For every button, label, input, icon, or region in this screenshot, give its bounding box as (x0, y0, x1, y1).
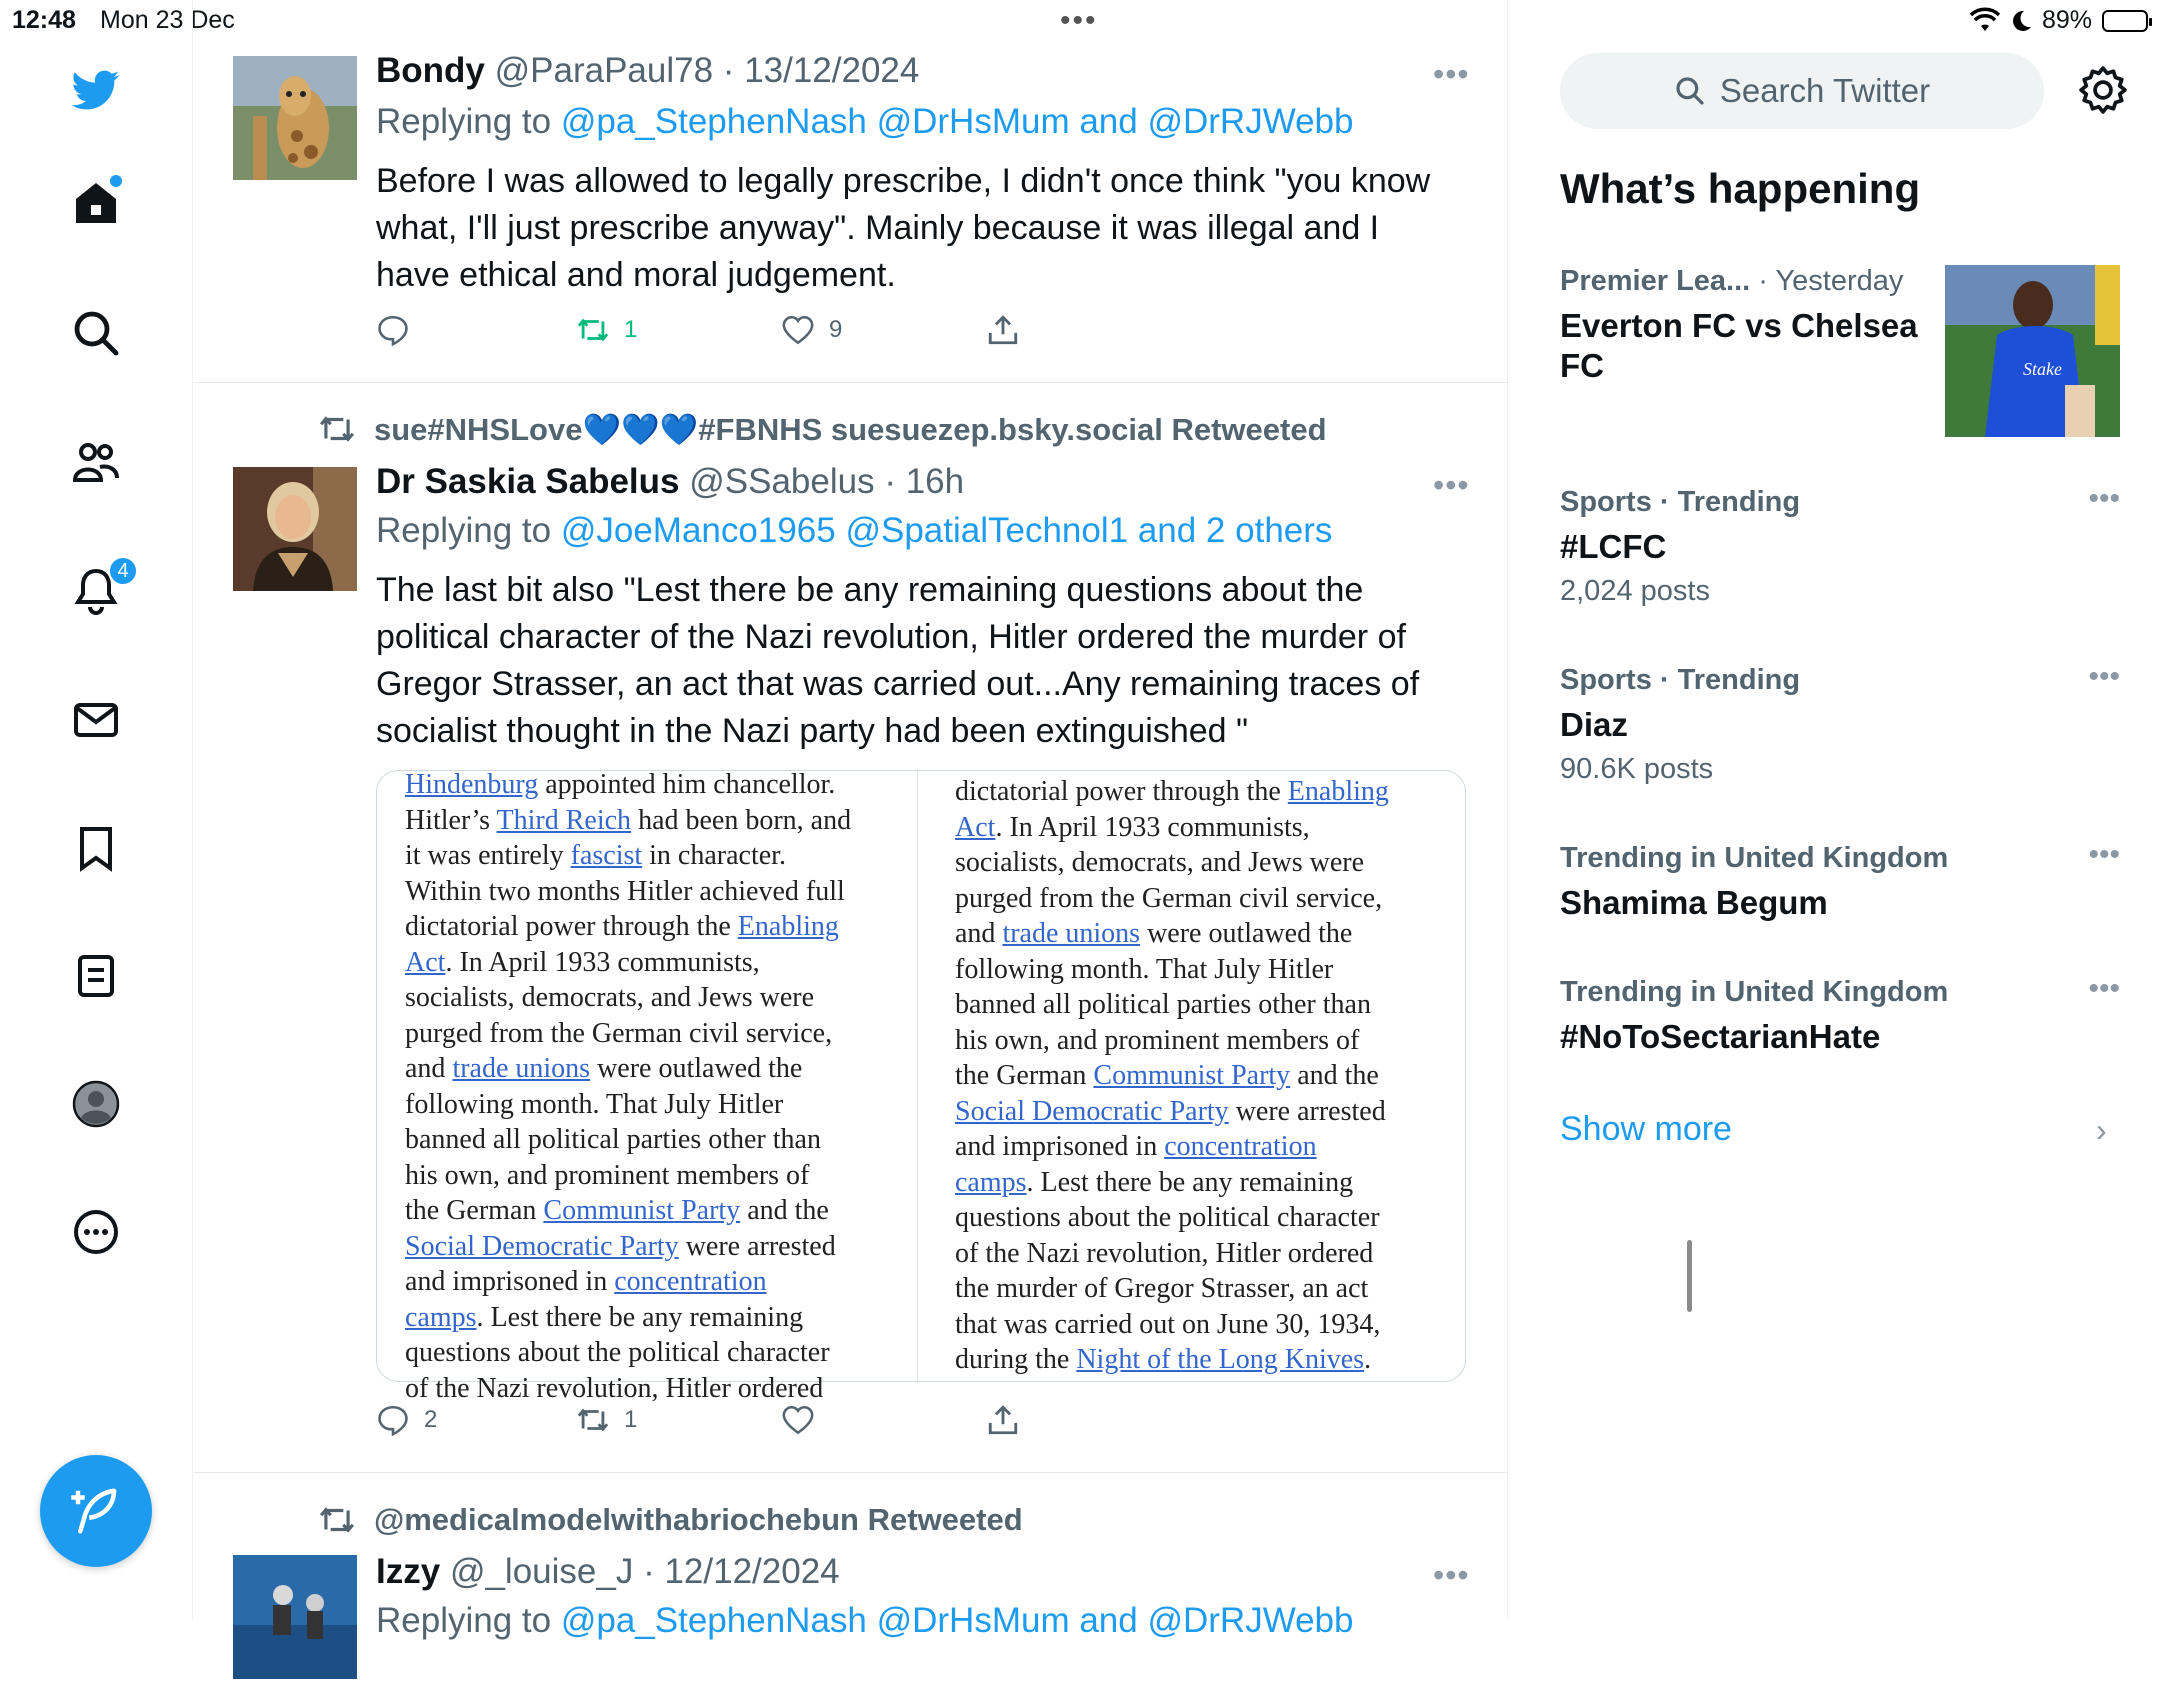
document-line (955, 1236, 1455, 1272)
document-text: that was carried out on June 30, 1934, (955, 1308, 1381, 1340)
document-text: were outlawed the (590, 1053, 803, 1084)
document-text: it was entirely (405, 840, 571, 871)
avatar-izzy[interactable] (233, 1555, 357, 1679)
heart-icon (781, 313, 815, 347)
display-name[interactable]: Bondy (376, 51, 485, 90)
document-text: banned all political parties other than (405, 1124, 821, 1155)
document-text: and (955, 918, 1003, 949)
battery-percent: 89% (2041, 6, 2092, 34)
document-line (405, 1016, 905, 1052)
news-thumbnail-image[interactable] (1945, 265, 2120, 437)
document-line (955, 1307, 1455, 1343)
tweet-text: Before I was allowed to legally prescribe, I didn't once think "you know what, I'll just prescribe anyway". Mainly because it was illegal and I have ethical and moral judgement. (376, 162, 1431, 294)
handle[interactable]: @ParaPaul78 (494, 51, 714, 90)
document-text: following month. That July Hitler (405, 1088, 784, 1120)
document-line (405, 874, 905, 910)
reply-users-link[interactable]: @pa_StephenNash @DrHsMum and @DrRJWebb (560, 1601, 1354, 1640)
document-text: and the (740, 1195, 829, 1226)
document-link[interactable]: Third Reich (496, 804, 632, 836)
document-text: appointed him chancellor. (538, 769, 836, 800)
tweet-more-icon[interactable]: ••• (1433, 56, 1470, 92)
handle[interactable]: @SSabelus (689, 462, 875, 501)
document-text: had been born, and (631, 804, 852, 836)
document-link[interactable]: Communist Party (543, 1195, 741, 1226)
document-text: dictatorial power through the (955, 776, 1288, 807)
document-line (405, 909, 905, 945)
document-link[interactable]: concentration (614, 1266, 767, 1297)
trend-category: Trending in United Kingdom (1560, 976, 1949, 1008)
heart-icon (781, 1403, 815, 1437)
document-text: were outlawed the (1140, 918, 1353, 949)
lists-icon[interactable] (66, 946, 126, 1006)
like-button[interactable] (781, 1403, 829, 1437)
document-line (405, 1335, 905, 1371)
document-text: in character. (642, 840, 786, 871)
compose-feather-icon (69, 1484, 123, 1538)
trend-title: #LCFC (1560, 528, 1667, 565)
communities-icon[interactable] (66, 432, 126, 492)
reply-users-link[interactable]: @pa_StephenNash @DrHsMum and @DrRJWebb (560, 102, 1354, 141)
document-line (955, 1200, 1455, 1236)
tweet-header: Bondy @ParaPaul78 · 13/12/2024 (376, 51, 920, 90)
document-text: . In April 1933 communists, (995, 811, 1310, 843)
retweet-indicator-icon (318, 410, 356, 448)
timestamp[interactable]: 16h (905, 462, 965, 501)
display-name[interactable]: Izzy (376, 1552, 441, 1591)
document-line (955, 1342, 1455, 1378)
trend-category: Sports · Trending (1560, 664, 1801, 696)
tweet-izzy[interactable] (193, 1473, 1508, 1640)
blue-hearts: 💙💙💙 (582, 411, 699, 447)
document-link[interactable]: concentration (1164, 1131, 1317, 1162)
document-line (955, 1058, 1455, 1094)
document-line (405, 945, 905, 981)
document-line (405, 1264, 905, 1300)
document-text: were arrested (678, 1230, 836, 1262)
document-link[interactable]: Enabling (1287, 776, 1389, 807)
trend-title: Diaz (1560, 706, 1628, 743)
search-icon (1674, 75, 1706, 107)
document-link[interactable]: Act (955, 811, 996, 843)
retweeted-by[interactable]: @medicalmodelwithabriochebun Retweeted (318, 1501, 1023, 1539)
replying-to: Replying to @pa_StephenNash @DrHsMum and @DrRJWebb (376, 1601, 1354, 1640)
notifications-badge: 4 (108, 556, 138, 586)
trend-more-icon[interactable]: ••• (2088, 838, 2120, 871)
document-text: the German (405, 1195, 544, 1226)
document-text: his own, and prominent members of (955, 1024, 1360, 1056)
document-link[interactable]: Social Democratic Party (405, 1230, 679, 1262)
avatar-bondy[interactable] (233, 56, 357, 180)
document-text: purged from the German civil service, (405, 1017, 833, 1049)
search-input[interactable] (1560, 53, 2044, 129)
document-line (405, 1300, 905, 1336)
show-more-link[interactable]: Show more (1560, 1110, 1732, 1148)
document-link[interactable]: Hindenburg (405, 769, 539, 800)
document-line (405, 1122, 905, 1158)
reply-button[interactable]: 2 (376, 1403, 437, 1437)
document-line (955, 987, 1455, 1023)
status-date: Mon 23 Dec (100, 6, 235, 34)
right-sidebar (1508, 0, 2160, 1620)
document-text: purged from the German civil service, (955, 882, 1383, 914)
document-text: . (1364, 1344, 1372, 1375)
twitter-logo-icon[interactable] (66, 60, 126, 120)
document-line (405, 803, 905, 839)
timeline (193, 0, 1508, 1640)
document-text: socialists, democrats, and Jews were (405, 982, 814, 1013)
document-link[interactable]: Act (405, 946, 446, 978)
timestamp[interactable]: 12/12/2024 (664, 1552, 840, 1591)
trend-more-icon[interactable]: ••• (2088, 660, 2120, 693)
left-nav (0, 0, 193, 1620)
search-placeholder: Search Twitter (1719, 72, 1931, 109)
settings-gear-icon[interactable] (2078, 65, 2128, 115)
document-link[interactable]: camps (405, 1301, 477, 1333)
reply-users-link[interactable]: @JoeManco1965 @SpatialTechnol1 and 2 others (560, 511, 1333, 550)
document-text: and (405, 1053, 453, 1084)
document-text: and the (1290, 1060, 1379, 1091)
document-line (405, 838, 905, 874)
news-item[interactable] (1560, 265, 1940, 386)
document-line (955, 916, 1455, 952)
document-text: his own, and prominent members of (405, 1159, 810, 1191)
document-text: dictatorial power through the (405, 911, 738, 942)
retweet-icon (576, 313, 610, 347)
replying-to: Replying to @JoeManco1965 @SpatialTechnol1 and 2 others (376, 511, 1333, 550)
document-text: . Lest there be any remaining (476, 1301, 804, 1333)
document-link[interactable]: Social Democratic Party (955, 1095, 1229, 1127)
news-time: · Yesterday (1758, 265, 1904, 297)
trend-title: Shamima Begum (1560, 884, 1828, 921)
document-line (955, 1271, 1455, 1307)
replying-to: Replying to @pa_StephenNash @DrHsMum and @DrRJWebb (376, 102, 1354, 141)
document-text: of the Nazi revolution, Hitler ordered (955, 1237, 1374, 1269)
reply-icon (376, 313, 410, 347)
document-line (955, 1023, 1455, 1059)
document-text: of the Nazi revolution, Hitler ordered (405, 1372, 824, 1404)
status-time: 12:48 (12, 6, 76, 34)
document-line (405, 767, 905, 803)
document-link[interactable]: camps (955, 1166, 1027, 1198)
tweet-bondy[interactable] (193, 0, 1508, 383)
document-text: Hitler’s (405, 804, 497, 836)
whats-happening-title: What’s happening (1560, 165, 1921, 212)
trend-count: 90.6K posts (1560, 753, 1714, 785)
document-text: banned all political parties other than (955, 989, 1371, 1020)
document-text: . In April 1933 communists, (445, 946, 760, 978)
document-text: during the (955, 1344, 1077, 1375)
document-line (405, 1087, 905, 1123)
document-line (405, 1371, 905, 1407)
document-line (405, 1051, 905, 1087)
retweeted-by[interactable]: sue#NHSLove💙💙💙#FBNHS suesuezep.bsky.social Retweeted (318, 410, 1327, 448)
document-text: questions about the political character (405, 1337, 830, 1368)
document-link[interactable]: fascist (570, 840, 643, 871)
bookmarks-icon[interactable] (66, 818, 126, 878)
more-options-icon[interactable] (66, 1202, 126, 1262)
document-line (955, 1165, 1455, 1201)
retweet-button[interactable]: 1 (576, 313, 637, 347)
handle[interactable]: @_louise_J (449, 1552, 634, 1591)
attached-document-image[interactable] (376, 769, 1466, 1404)
document-text: questions about the political character (955, 1202, 1380, 1233)
reply-icon (376, 1403, 410, 1437)
document-divider (917, 771, 918, 1381)
compose-tweet-button[interactable] (40, 1455, 152, 1567)
trend-category: Trending in United Kingdom (1560, 842, 1949, 874)
timestamp[interactable]: 13/12/2024 (744, 51, 920, 90)
document-text: . Lest there be any remaining (1026, 1166, 1354, 1198)
trend-item-2[interactable] (1560, 660, 2120, 786)
retweet-icon (576, 1403, 610, 1437)
like-button[interactable]: 9 (781, 313, 842, 347)
avatar-saskia[interactable] (233, 467, 357, 591)
document-line (955, 845, 1455, 881)
trend-count: 2,024 posts (1560, 575, 1710, 607)
profile-avatar-icon[interactable] (66, 1074, 126, 1134)
retweet-button[interactable]: 1 (576, 1403, 637, 1437)
display-name[interactable]: Dr Saskia Sabelus (376, 462, 680, 501)
document-line (955, 881, 1455, 917)
document-line (955, 952, 1455, 988)
tweet-more-icon[interactable]: ••• (1433, 467, 1470, 503)
document-text: socialists, democrats, and Jews were (955, 847, 1364, 878)
news-category: Premier Lea... (1560, 265, 1751, 297)
document-text: Within two months Hitler achieved full (405, 875, 845, 907)
document-line (955, 1129, 1455, 1165)
trend-item-4[interactable] (1560, 972, 2120, 1057)
document-column-left (405, 767, 905, 1406)
tweet-more-icon[interactable]: ••• (1433, 1557, 1470, 1593)
document-text: following month. That July Hitler (955, 953, 1334, 985)
trend-more-icon[interactable]: ••• (2088, 482, 2120, 515)
messages-mail-icon[interactable] (66, 690, 126, 750)
trend-title: #NoToSectarianHate (1560, 1018, 1881, 1055)
document-link[interactable]: trade unions (452, 1053, 591, 1084)
trend-item-1[interactable] (1560, 482, 2120, 608)
document-text: were arrested (1228, 1095, 1386, 1127)
notifications-bell-icon[interactable] (66, 559, 129, 620)
home-new-dot (110, 175, 122, 187)
share-button[interactable] (986, 313, 1020, 347)
multitask-dots[interactable]: ••• (1060, 4, 1098, 37)
trend-category: Sports · Trending (1560, 486, 1801, 518)
document-link[interactable]: Communist Party (1093, 1060, 1291, 1091)
tweet-header: Dr Saskia Sabelus @SSabelus · 16h (376, 462, 965, 501)
document-line (955, 1094, 1455, 1130)
document-line (955, 774, 1455, 810)
trend-more-icon[interactable]: ••• (2088, 972, 2120, 1005)
document-line (405, 1229, 905, 1265)
document-link[interactable]: Enabling (737, 911, 839, 942)
document-column-right (955, 774, 1455, 1378)
share-icon (986, 1403, 1020, 1437)
tweet-saskia[interactable] (193, 383, 1508, 1473)
document-text: and imprisoned in (405, 1266, 615, 1297)
document-text: the murder of Gregor Strasser, an act (955, 1273, 1369, 1304)
document-link[interactable]: Night of the Long Knives (1076, 1344, 1365, 1375)
news-title: Everton FC vs Chelsea FC (1560, 307, 1918, 384)
document-text: and imprisoned in (955, 1131, 1165, 1162)
svg-text:Stake: Stake (2023, 359, 2062, 379)
tweet-text: The last bit also "Lest there be any remaining questions about the political character of the Nazi revolution, Hitler ordered the murder of Gregor Strasser, an act that was carried out...Any remaining traces of socialist thought in the Nazi party had been extinguished " (376, 571, 1420, 750)
document-text: the German (955, 1060, 1094, 1091)
retweet-indicator-icon (318, 1501, 356, 1539)
trend-item-3[interactable] (1560, 838, 2120, 923)
home-icon[interactable] (66, 173, 126, 233)
share-button[interactable] (986, 1403, 1020, 1437)
share-icon (986, 313, 1020, 347)
document-line (405, 1158, 905, 1194)
explore-search-icon[interactable] (66, 303, 126, 363)
document-line (405, 980, 905, 1016)
reply-button[interactable] (376, 313, 424, 347)
document-link[interactable]: trade unions (1002, 918, 1141, 949)
tweet-header: Izzy @_louise_J · 12/12/2024 (376, 1552, 840, 1591)
document-line (405, 1193, 905, 1229)
chevron-right-icon[interactable]: › (2096, 1112, 2107, 1148)
document-line (955, 810, 1455, 846)
